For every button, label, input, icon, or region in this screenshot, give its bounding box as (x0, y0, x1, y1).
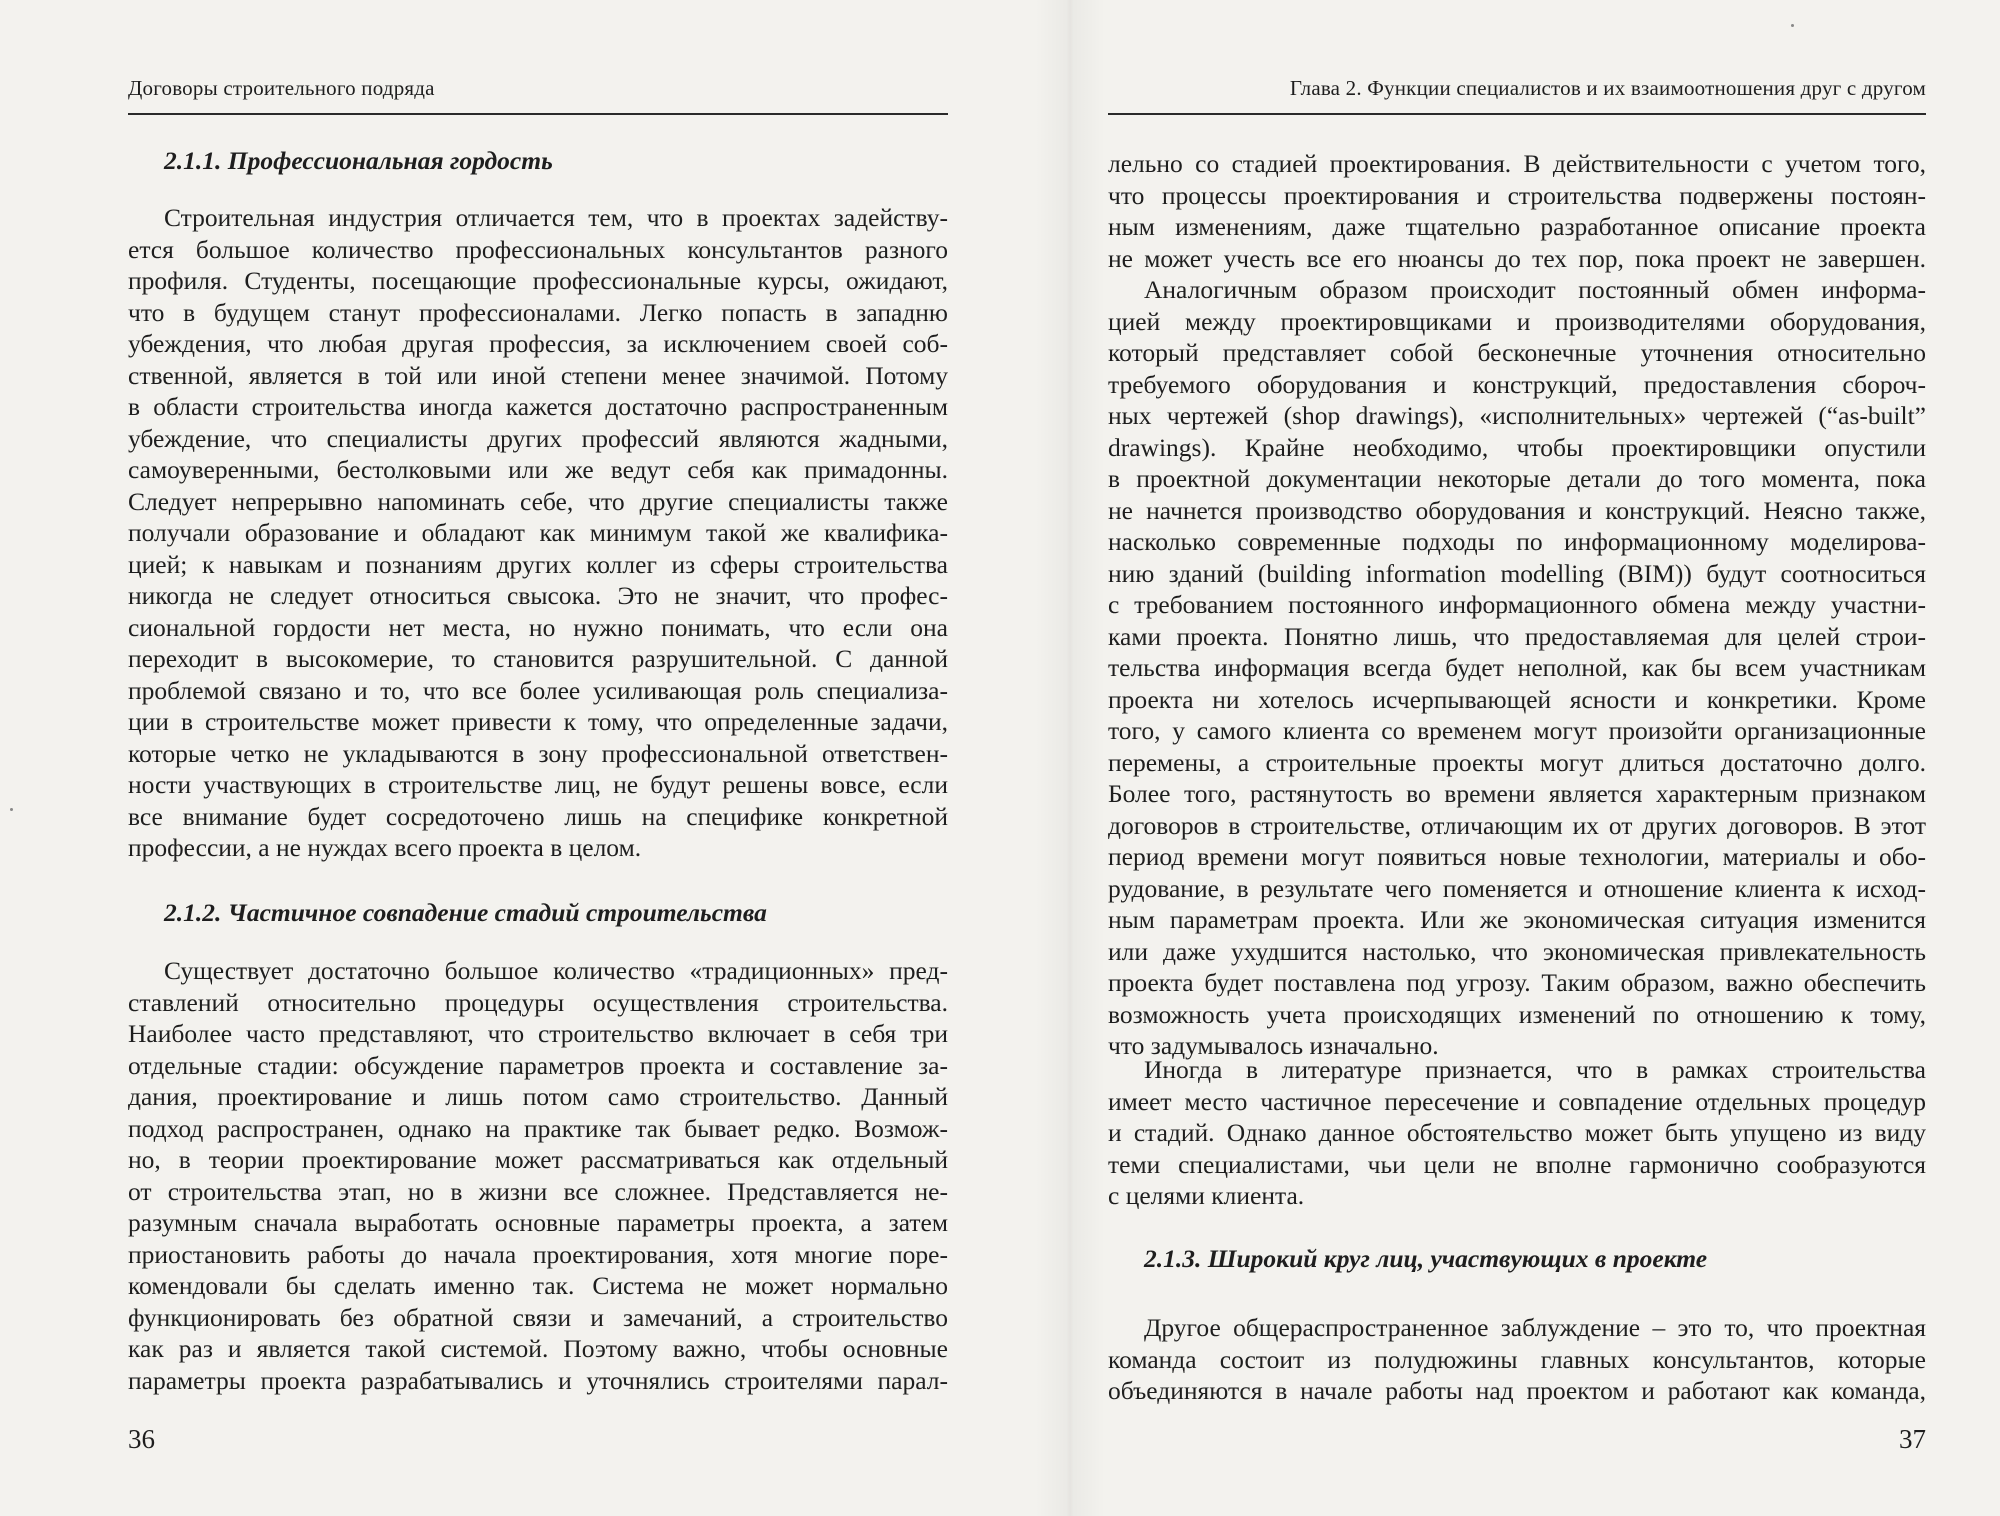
page-number: 37 (1899, 1424, 1926, 1454)
text-line: drawings). Крайне необходимо, чтобы проектировщики опустили (1108, 432, 1926, 462)
text-line: ности участвующих в строительстве лиц, не будут решены вовсе, если (128, 770, 948, 799)
text-line: проекта будет поставлена под угрозу. Таким образом, важно обеспечить (1108, 968, 1926, 997)
text-line: Аналогичным образом происходит постоянный обмен информа- (1144, 275, 1926, 304)
paper-speck (1791, 24, 1794, 27)
text-line: Наиболее часто представляют, что строительство включает в себя три (128, 1019, 948, 1048)
text-line: команда состоит из полудюжины главных консультантов, которые (1108, 1344, 1926, 1374)
text-line: разумным сначала выработать основные параметры проекта, а затем (128, 1208, 948, 1237)
left-page (128, 0, 948, 1516)
section-heading: 2.1.3. Широкий круг лиц, участвующих в проекте (1144, 1244, 1708, 1273)
page-number: 36 (128, 1424, 155, 1454)
text-line: проекта ни хотелось исчерпывающей ясности и конкретики. Кроме (1108, 684, 1926, 714)
text-line: Иногда в литературе признается, что в рамках строительства (1144, 1055, 1926, 1084)
text-line: самоуверенными, бестолковыми или же ведут себя как примадонны. (128, 455, 948, 484)
header-rule (1108, 113, 1926, 115)
text-line: период времени могут появиться новые технологии, материалы и обо- (1108, 842, 1926, 871)
text-line: ется большое количество профессиональных консультантов разного (128, 234, 948, 264)
text-line: возможность учета происходящих изменений по отношению к тому, (1108, 999, 1926, 1029)
text-line: профессии, а не нуждах всего проекта в целом. (128, 833, 642, 862)
text-line: требуемого оборудования и конструкций, предоставления сбороч- (1108, 369, 1926, 399)
text-line: убеждения, что любая другая профессия, за исключением своей соб- (128, 329, 948, 358)
text-line: приостановить работы до начала проектирования, хотя многие поре- (128, 1239, 948, 1269)
text-line: насколько современные подходы по информационному моделирова- (1108, 527, 1926, 556)
text-line: проблемой связано и то, что все более усиливающая роль специализа- (128, 675, 948, 705)
text-line: объединяются в начале работы над проектом и работают как команда, (1108, 1376, 1926, 1405)
section-heading: 2.1.2. Частичное совпадение стадий строительства (164, 898, 767, 927)
text-line: с требованием постоянного информационного обмена между участни- (1108, 590, 1926, 619)
text-line: тельства информация всегда будет неполной, как бы всем участникам (1108, 653, 1926, 682)
text-line: Более того, растянутость во времени является характерным признаком (1108, 779, 1926, 808)
text-line: ственной, является в той или иной степени менее значимой. Потому (128, 360, 948, 390)
text-line: которые четко не укладываются в зону профессиональной ответствен- (128, 738, 948, 768)
text-line: от строительства этап, но в жизни все сложнее. Представляется не- (128, 1176, 948, 1206)
text-line: убеждение, что специалисты других профессий являются жадными, (128, 423, 948, 453)
text-line: ных чертежей (shop drawings), «исполнительных» чертежей (“as-built” (1108, 401, 1926, 430)
running-head: Договоры строительного подряда (128, 76, 435, 100)
text-line: отдельные стадии: обсуждение параметров проекта и составление за- (128, 1050, 948, 1080)
text-line: не может учесть все его нюансы до тех пор, пока проект не завершен. (1108, 243, 1926, 273)
text-line: в проектной документации некоторые детали до того момента, пока (1108, 464, 1926, 493)
text-line: Следует непрерывно напоминать себе, что другие специалисты также (128, 486, 948, 516)
paper-speck (10, 808, 13, 811)
text-line: ции в строительстве может привести к тому, что определенные задачи, (128, 707, 948, 736)
text-line: как раз и является такой системой. Поэтому важно, чтобы основные (128, 1334, 948, 1363)
text-line: цией; к навыкам и познаниям других коллег из сферы строительства (128, 549, 948, 579)
text-line: цией между проектировщиками и производителями оборудования, (1108, 306, 1926, 336)
text-line: теми специалистами, чьи цели не вполне гармонично сообразуются (1108, 1149, 1926, 1179)
text-line: или даже ухудшится настолько, что экономическая привлекательность (1108, 936, 1926, 966)
text-line: но, в теории проектирование может рассматриваться как отдельный (128, 1145, 948, 1174)
book-spine-shadow (1035, 0, 1105, 1516)
text-line: ным параметрам проекта. Или же экономическая ситуация изменится (1108, 905, 1926, 934)
text-line: имеет место частичное пересечение и совпадение отдельных процедур (1108, 1086, 1926, 1116)
text-line: нию зданий (building information modelling (BIM)) будут соотноситься (1108, 558, 1926, 588)
text-line: Существует достаточно большое количество «традиционных» пред- (164, 956, 948, 985)
text-line: лельно со стадией проектирования. В действительности с учетом того, (1108, 149, 1926, 178)
text-line: получали образование и обладают как минимум такой же квалифика- (128, 518, 948, 547)
text-line: что задумывалось изначально. (1108, 1031, 1439, 1060)
text-line: никогда не следует относиться свысока. Это не значит, что профес- (128, 581, 948, 610)
text-line: ным изменениям, даже тщательно разработанное описание проекта (1108, 212, 1926, 241)
text-line: того, у самого клиента со временем могут произойти организационные (1108, 716, 1926, 745)
running-head: Глава 2. Функции специалистов и их взаимоотношения друг с другом (1289, 76, 1926, 100)
text-line: функционировать без обратной связи и замечаний, а строительство (128, 1302, 948, 1332)
text-line: комендовали бы сделать именно так. Система не может нормально (128, 1271, 948, 1300)
text-line: что в будущем станут профессионалами. Легко попасть в западню (128, 297, 948, 327)
text-line: рудование, в результате чего поменяется и отношение клиента к исход- (1108, 873, 1926, 903)
text-line: перемены, а строительные проекты могут длиться достаточно долго. (1108, 747, 1926, 777)
text-line: Строительная индустрия отличается тем, что в проектах задейству- (164, 203, 948, 232)
text-line: дания, проектирование и лишь потом само строительство. Данный (128, 1082, 948, 1111)
text-line: не начнется производство оборудования и конструкций. Неясно также, (1108, 495, 1926, 525)
text-line: Другое общераспространенное заблуждение – это то, что проектная (1144, 1313, 1926, 1342)
right-page (1108, 0, 1926, 1516)
text-line: в области строительства иногда кажется достаточно распространенным (128, 392, 948, 421)
text-line: ставлений относительно процедуры осуществления строительства. (128, 987, 948, 1017)
text-line: все внимание будет сосредоточено лишь на специфике конкретной (128, 801, 948, 831)
text-line: сиональной гордости нет места, но нужно понимать, что если она (128, 612, 948, 642)
text-line: что процессы проектирования и строительства подвержены постоян- (1108, 180, 1926, 210)
text-line: который представляет собой бесконечные уточнения относительно (1108, 338, 1926, 367)
text-line: ками проекта. Понятно лишь, что предоставляемая для целей строи- (1108, 621, 1926, 651)
text-line: профиля. Студенты, посещающие профессиональные курсы, ожидают, (128, 266, 948, 295)
section-heading: 2.1.1. Профессиональная гордость (164, 146, 553, 175)
text-line: переходит в высокомерие, то становится разрушительной. С данной (128, 644, 948, 673)
text-line: параметры проекта разрабатывались и уточнялись строителями парал- (128, 1365, 948, 1395)
text-line: и стадий. Однако данное обстоятельство может быть упущено из виду (1108, 1118, 1926, 1147)
text-line: с целями клиента. (1108, 1181, 1305, 1210)
text-line: подход распространен, однако на практике так бывает редко. Возмож- (128, 1113, 948, 1143)
text-line: договоров в строительстве, отличающим их от других договоров. В этот (1108, 810, 1926, 840)
header-rule (128, 113, 948, 115)
